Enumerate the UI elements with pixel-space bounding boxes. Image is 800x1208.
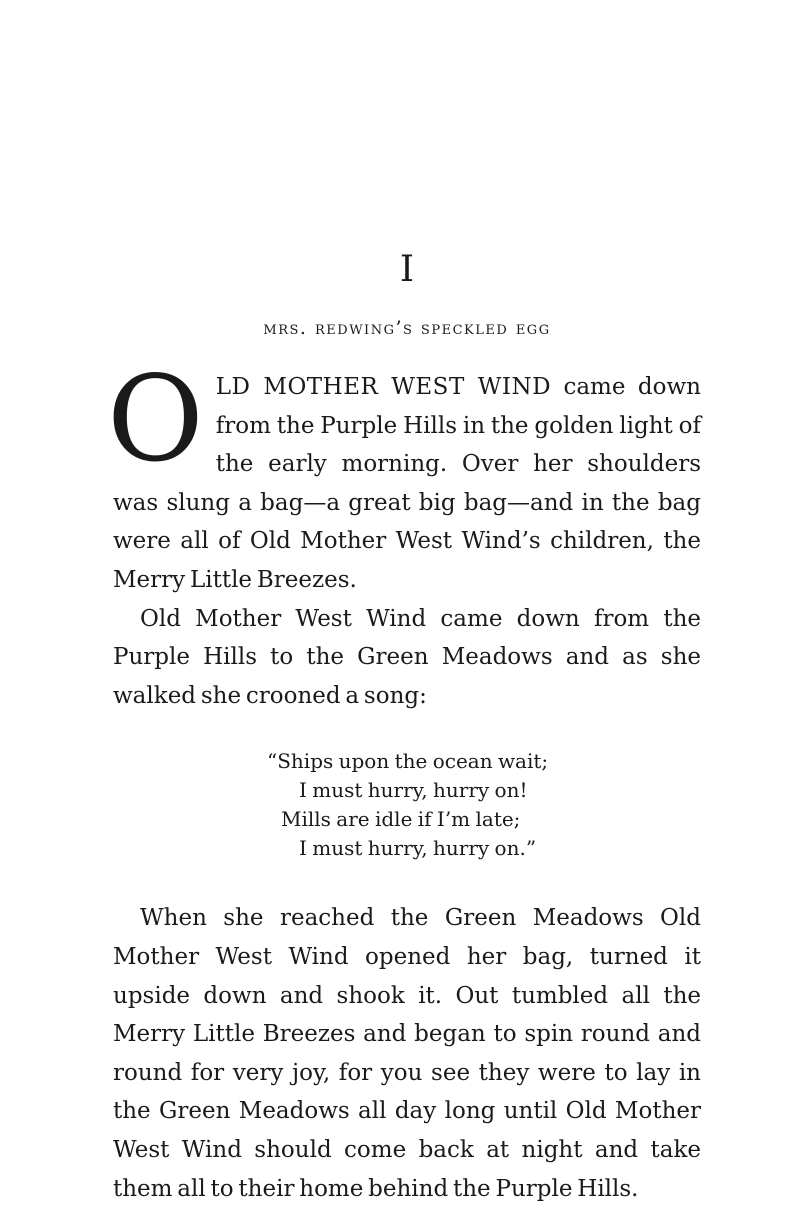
- paragraph-2: Old Mother West Wind came down from the Purple Hills to the Green Meadows and as she walked she crooned a song:: [113, 605, 701, 709]
- song-verse: [267, 747, 701, 863]
- verse-line-4: I must hurry, hurry on.”: [299, 836, 537, 861]
- paragraph-1: [107, 350, 701, 600]
- chapter-body: [107, 350, 701, 1208]
- paragraph-1-text: came down from the Purple Hills in the golden light of the early morning. Over her shoulders was slung a bag—a great big bag—and in the bag were all of Old Mother West Wind’s children, the Merry Little Breezes.: [113, 374, 701, 593]
- opening-words: LD MOTHER WEST WIND: [215, 374, 552, 400]
- verse-line-1: “Ships upon the ocean wait;: [267, 749, 549, 774]
- book-page: [107, 0, 701, 1202]
- chapter-title: mrs. redwing’s speckled egg: [263, 317, 551, 339]
- verse-line-2: I must hurry, hurry on!: [299, 778, 528, 803]
- paragraph-3: When she reached the Green Meadows Old Mother West Wind opened her bag, turned it upside down and shook it. Out tumbled all the Merry Little Breezes and began to spin round and round for very joy, for you see they were to lay in the Green Meadows all day long until Old Mother West Wind should come back at night and take them all to their home behind the Purple Hills.: [113, 905, 701, 1202]
- chapter-number: I: [399, 249, 415, 290]
- drop-cap: O: [107, 350, 204, 488]
- verse-line-3: Mills are idle if I’m late;: [281, 807, 521, 832]
